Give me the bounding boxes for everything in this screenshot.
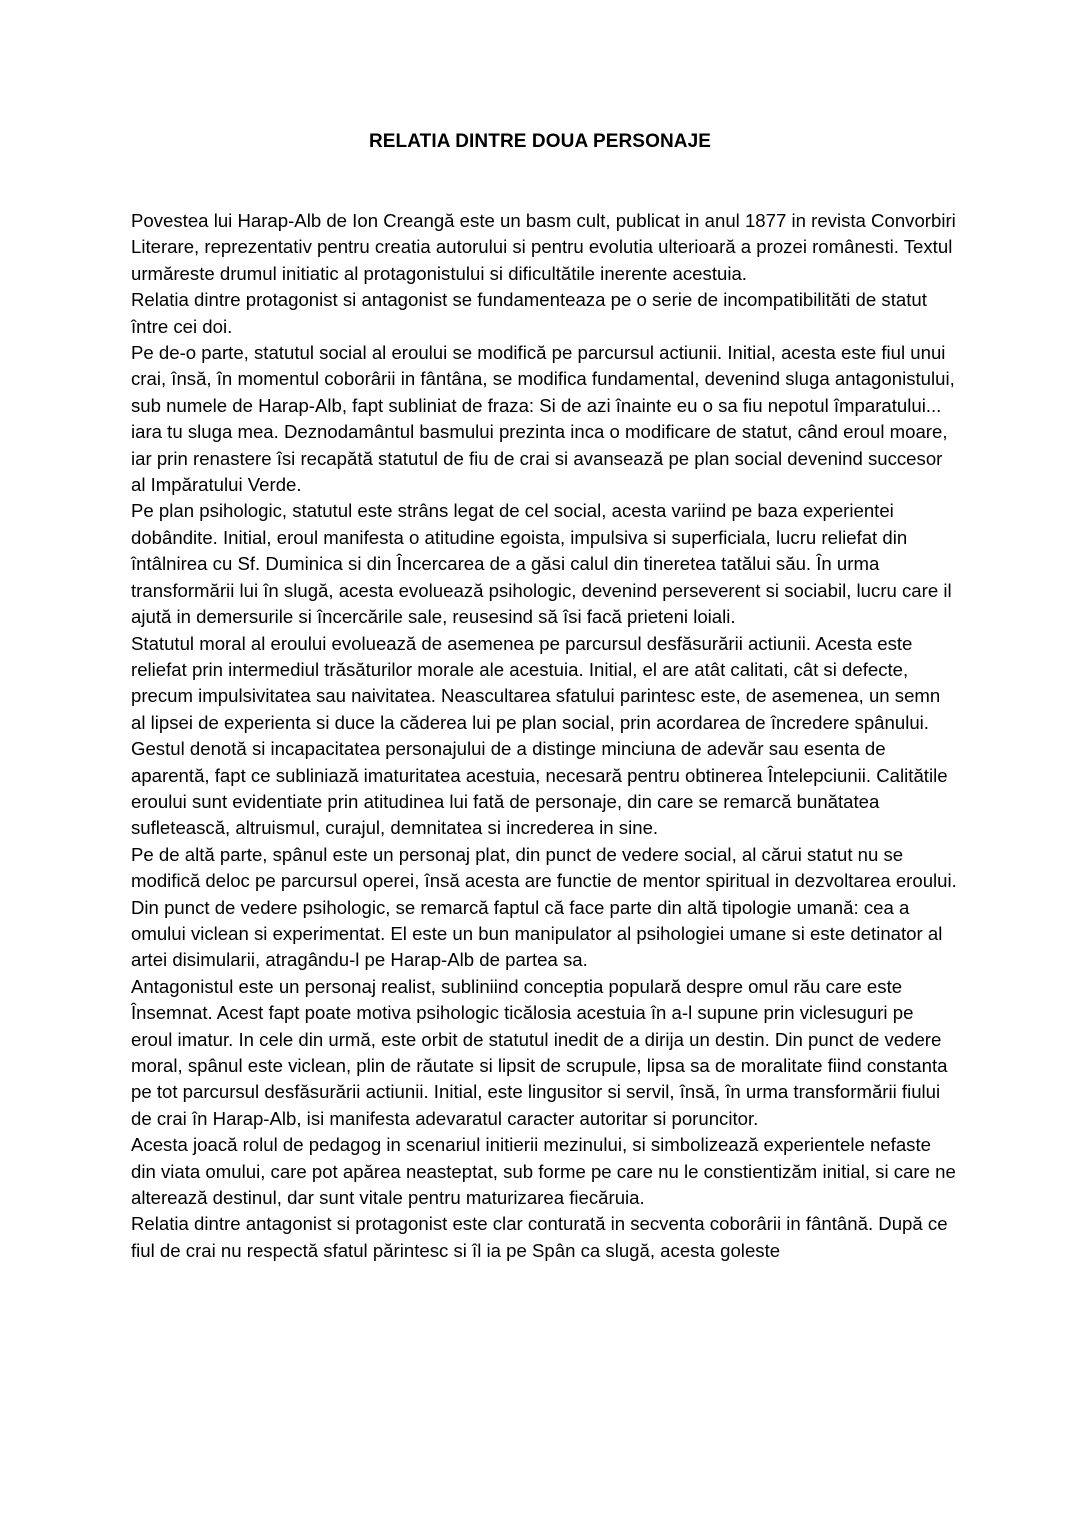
document-body [131,208,959,1264]
paragraph-well-sequence: Relatia dintre antagonist si protagonist este clar conturată in secventa coborârii in fântână. După ce fiul de crai nu respectă sfatul părintesc si îl ia pe Spân ca slugă, acesta goleste [131,1213,948,1261]
paragraph-relation-thesis: Relatia dintre protagonist si antagonist se fundamenteaza pe o serie de incompatibilităti de statut între cei doi. [131,289,927,337]
paragraph-intro: Povestea lui Harap-Alb de Ion Creangă este un basm cult, publicat in anul 1877 in revista Convorbiri Literare, reprezentativ pentru creatia autorului si pentru evolutia ulterioară a prozei românesti. Textul urmăreste drumul initiatic al protagonistului si dificultătile inerente acestuia. [131,210,956,284]
paragraph-psychological-status: Pe plan psihologic, statutul este strâns legat de cel social, acesta variind pe baza experientei dobândite. Initial, eroul manifesta o atitudine egoista, impulsiva si superficiala, lucru reliefat din întâlnirea cu Sf. Duminica si din Încercarea de a găsi calul din tineretea tatălui său. În urma transformării lui în slugă, acesta evoluează psihologic, devenind perseverent si sociabil, lucru care il ajută in demersurile si încercările sale, reusesind să îsi facă prieteni loiali. [131,500,952,628]
paragraph-pedagog-role: Acesta joacă rolul de pedagog in scenariul initierii mezinului, si simbolizează experientele nefaste din viata omului, care pot apărea neasteptat, sub forme pe care nu le constientizăm initial, si care ne alterează destinul, dar sunt vitale pentru maturizarea fiecăruia. [131,1134,956,1209]
document-title: RELATIA DINTRE DOUA PERSONAJE [368,131,712,152]
paragraph-antagonist-realist: Antagonistul este un personaj realist, subliniind conceptia populară despre omul rău care este Însemnat. Acest fapt poate motiva psihologic ticălosia acestuia în a-l supune prin viclesuguri pe eroul imatur. In cele din urmă, este orbit de statutul inedit de a dirija un destin. Din punct de vedere moral, spânul este viclean, plin de răutate si lipsit de scrupule, lipsa sa de moralitate fiind constanta pe tot parcursul desfăsurării actiunii. Initial, este lingusitor si servil, însă, în urma transformării fiului de crai în Harap-Alb, isi manifesta adevaratul caracter autoritar si poruncitor. [131,975,948,1129]
paragraph-spanul-profile: Pe de altă parte, spânul este un personaj plat, din punct de vedere social, al cărui statut nu se modifică deloc pe parcursul operei, însă acesta are functie de mentor spiritual in dezvoltarea eroului. Din punct de vedere psihologic, se remarcă faptul că face parte din altă tipologie umană: cea a omului viclean si experimentat. El este un bun manipulator al psihologiei umane si este detinator al artei disimularii, atragându-l pe Harap-Alb de partea sa. [131,843,957,971]
paragraph-social-status: Pe de-o parte, statutul social al eroului se modifică pe parcursul actiunii. Initial, acesta este fiul unui crai, însă, în momentul coborârii in fântâna, se modifica fundamental, devenind sluga antagonistului, sub numele de Harap-Alb, fapt subliniat de fraza: Si de azi înainte eu o sa fiu nepotul împaratului... iara tu sluga mea. Deznodamântul basmului prezinta inca o modificare de statut, când eroul moare, iar prin renastere îsi recapătă statutul de fiu de crai si avansează pe plan social devenind succesor al Impăratului Verde. [131,342,955,496]
paragraph-moral-status: Statutul moral al eroului evoluează de asemenea pe parcursul desfăsurării actiunii. Acesta este reliefat prin intermediul trăsăturilor morale ale acestuia. Initial, el are atât calitati, cât si defecte, precum impulsivitatea sau naivitatea. Neascultarea sfatului parintesc este, de asemenea, un semn al lipsei de experienta si duce la căderea lui pe plan social, prin acordarea de încredere spânului. Gestul denotă si incapacitatea personajului de a distinge minciuna de adevăr sau esenta de aparentă, fapt ce subliniază imaturitatea acestuia, necesară pentru obtinerea Întelepciunii. Calitătile eroului sunt evidentiate prin atitudinea lui fată de personaje, din care se remarcă bunătatea sufletească, altruismul, curajul, demnitatea si increderea in sine. [131,632,948,839]
